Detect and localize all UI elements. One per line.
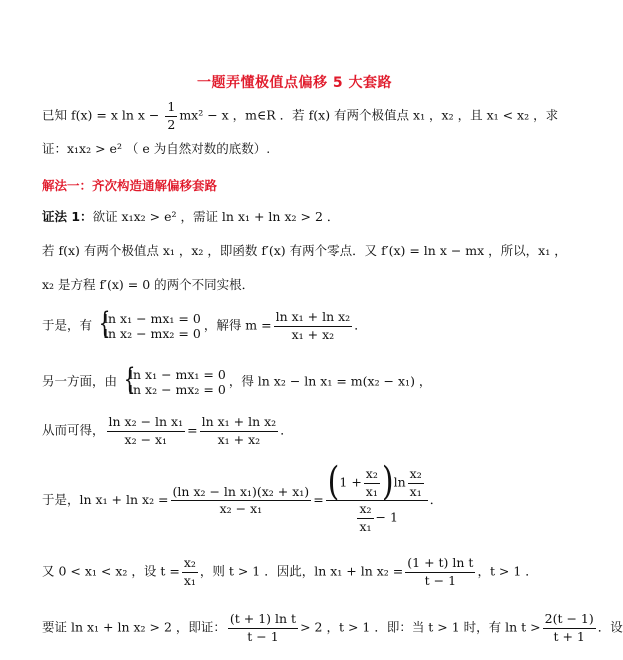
product-fraction: $\frac{\text{(ln x₂ − ln x₁)(x₂ + x₁)}}{\text{x₂ − x₁}}$: [172, 483, 310, 516]
method-heading: 解法一：齐次构造通解偏移套路: [42, 178, 218, 193]
text-span: > 2 ，t > 1 ．即：当 t > 1 时，有 ln t >: [300, 619, 541, 635]
problem-line-2: 证：x₁x₂ > e² （ e 为自然对数的底数）.: [42, 141, 271, 156]
proof-line-4: [42, 306, 367, 342]
lnt-fraction: $\frac{\text{(1 + t) ln t}}{t - 1}$: [407, 555, 474, 588]
proof-line-1: [42, 211, 339, 224]
proof-goal: 欲证 x₁x₂ > e² ，需证 ln x₁ + ln x₂ > 2 ．: [92, 209, 340, 224]
proof-label: 证法 1：: [42, 209, 93, 224]
t-fraction: $\frac{\text{x₂}}{\text{x₁}}$: [183, 555, 196, 588]
m-fraction: $\frac{\text{ln x₁ + ln x₂}}{\text{x₁ + x₂}}$: [275, 309, 351, 342]
proof-line-7: [42, 459, 443, 534]
sum-fraction: $\frac{\text{ln x₁ + ln x₂}}{\text{x₁ + x₂}}$: [201, 414, 277, 447]
problem-rest: mx² − x ，m∈R ．若 f(x) 有两个极值点 x₁ ，x₂ ，且 x₁ < x₂ ，求: [179, 107, 559, 123]
proof-line-2: 若 f(x) 有两个极值点 x₁ ，x₂ ，即函数 f′(x) 有两个零点．又 f′(x) = ln x − mx ，所以，x₁ ，: [42, 243, 567, 258]
ratio-big-fraction: (1 + $\frac{\text{x₂}}{\text{x₁}}$ )ln $\frac{\text{x₂}}{\text{x₁}}$ $\frac{\text{x₂}}{\text{x₁}}$ − 1: [326, 468, 428, 533]
problem-prefix: 已知: [42, 107, 68, 123]
half-fraction: $\frac{1}{2}$: [167, 99, 176, 132]
bound-fraction: $\frac{2(t - 1)}{t + 1}$: [544, 611, 594, 644]
page-title: 一题弄懂极值点偏移 5 大套路: [197, 75, 392, 91]
problem-function: f(x) = x ln x −: [71, 107, 164, 123]
text-span: ．: [354, 317, 367, 333]
text-span: ．: [280, 422, 293, 438]
text-span: 从而可得，: [42, 422, 105, 438]
text-span: =: [313, 492, 324, 507]
text-span: ．设: [597, 619, 623, 635]
proof-line-5: [42, 362, 432, 397]
text-span: =: [187, 422, 198, 438]
text-span: ，t > 1 ．: [477, 563, 538, 579]
text-span: 于是，ln x₁ + ln x₂ =: [42, 492, 169, 507]
text-span: ，则 t > 1 ．因此，ln x₁ + ln x₂ =: [199, 563, 404, 579]
text-span: ，得 ln x₂ − ln x₁ = m(x₂ − x₁) ，: [228, 373, 432, 389]
text-span: 于是，有: [42, 317, 93, 333]
text-span: 要证 ln x₁ + ln x₂ > 2 ，即证：: [42, 619, 226, 635]
text-span: 另一方面，由: [42, 373, 118, 389]
proof-line-9: [42, 613, 623, 643]
problem-line-1: [42, 101, 558, 131]
equation-system: { ln x₁ − mx₁ = 0 ln x₂ − mx₂ = 0: [98, 306, 201, 341]
text-span: 又 0 < x₁ < x₂ ，设 t =: [42, 563, 180, 579]
goal-fraction: $\frac{\text{(t + 1) ln t}}{t - 1}$: [229, 611, 297, 644]
equation-system: { ln x₁ − mx₁ = 0 ln x₂ − mx₂ = 0: [123, 362, 226, 397]
proof-line-6: [42, 416, 293, 446]
proof-line-3: x₂ 是方程 f′(x) = 0 的两个不同实根．: [42, 277, 255, 292]
diff-fraction: $\frac{\text{ln x₂ − ln x₁}}{\text{x₂ − x₁}}$: [108, 414, 184, 447]
text-span: ，解得 m =: [203, 317, 272, 333]
proof-line-8: [42, 557, 538, 587]
text-span: ．: [429, 492, 443, 507]
